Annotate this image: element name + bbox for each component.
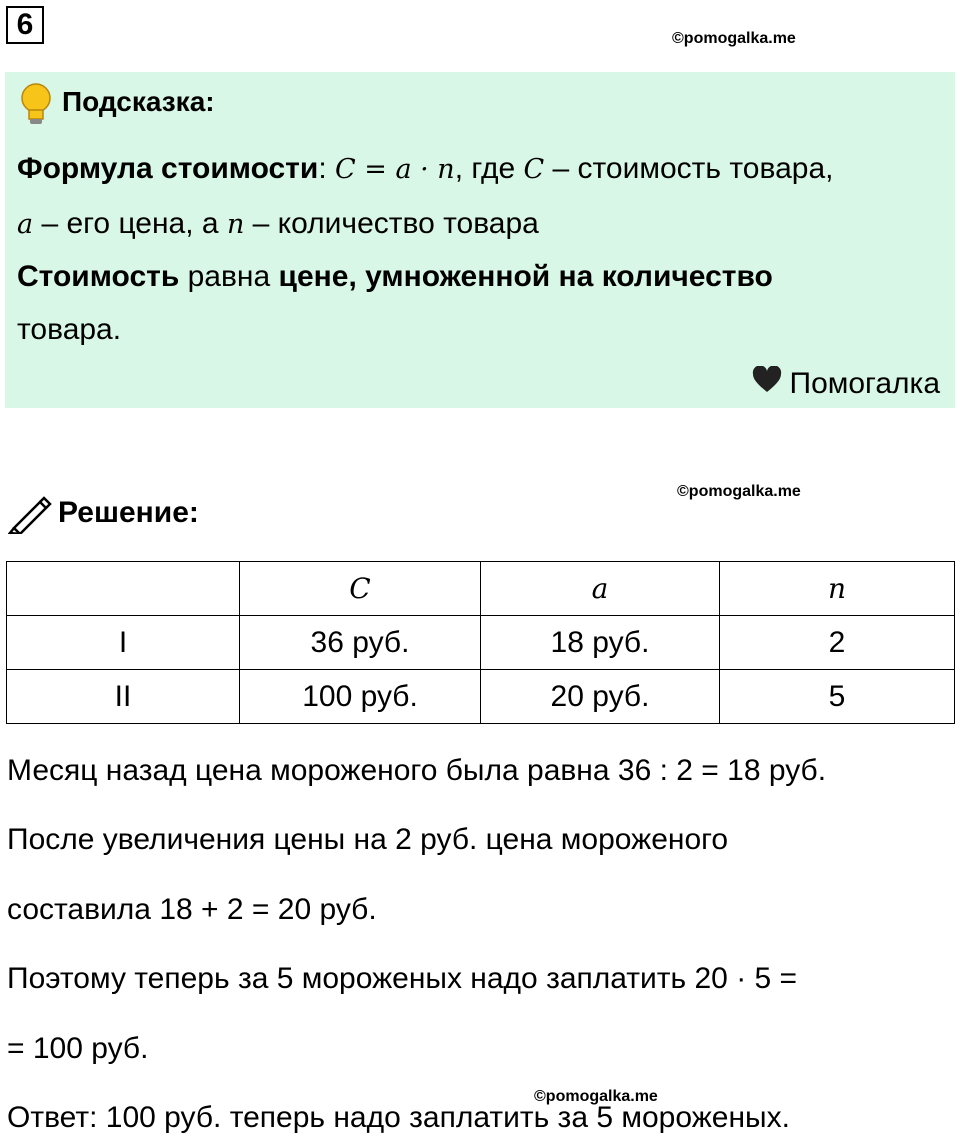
solution-line-2: После увеличения цены на 2 руб. цена мороженого [7, 823, 729, 856]
def-a: – его цена, а [33, 207, 227, 240]
var-n: n [226, 209, 245, 240]
table-row [7, 670, 955, 724]
formula: C = a · n [335, 154, 455, 185]
table-row [7, 616, 955, 670]
heart-icon [752, 366, 782, 401]
task-number: 6 [6, 6, 44, 44]
solution-line-4: Поэтому теперь за 5 мороженых надо заплатить 20 · 5 = [7, 962, 798, 995]
table-cell: 5 [720, 670, 955, 724]
table-cell: 36 руб. [240, 616, 481, 670]
table-cell: 18 руб. [481, 616, 720, 670]
rule-line [17, 260, 773, 294]
table-header-a: a [481, 562, 720, 616]
solution-line-3: составила 18 + 2 = 20 руб. [7, 893, 377, 926]
solution-title: Решение: [58, 496, 199, 529]
rule-equals: равна [179, 260, 279, 293]
table-cell: II [7, 670, 240, 724]
formula-colon: : [318, 152, 327, 185]
data-table [6, 561, 955, 724]
formula-line [17, 152, 833, 186]
table-header-n: n [720, 562, 955, 616]
brand [752, 366, 941, 401]
var-c: C [523, 154, 545, 185]
rule-end: товара. [17, 313, 122, 346]
table-cell: I [7, 616, 240, 670]
rule-bold-cost: Стоимость [17, 260, 180, 293]
var-a: a [17, 209, 34, 240]
def-c: – стоимость товара, [544, 152, 834, 185]
table-header-c: C [240, 562, 481, 616]
brand-name: Помогалка [789, 366, 940, 400]
lightbulb-icon [18, 82, 54, 131]
table-cell: 100 руб. [240, 670, 481, 724]
watermark: ©pomogalka.me [672, 30, 796, 47]
watermark: ©pomogalka.me [677, 483, 801, 500]
table-cell: 2 [720, 616, 955, 670]
table-cell: 20 руб. [481, 670, 720, 724]
rule-bold-price: цене, умноженной на количество [278, 260, 773, 293]
hint-title: Подсказка: [62, 86, 215, 117]
table-cell [7, 562, 240, 616]
solution-line-1: Месяц назад цена мороженого была равна 36 : 2 = 18 руб. [7, 754, 827, 787]
watermark: ©pomogalka.me [534, 1088, 658, 1105]
table-header-row [7, 562, 955, 616]
formula-label: Формула стоимости [17, 152, 319, 185]
def-n: – количество товара [244, 207, 539, 240]
solution-line-5: = 100 руб. [7, 1032, 149, 1065]
definitions-line [17, 207, 539, 241]
formula-where: , где [454, 152, 524, 185]
answer-line: Ответ: 100 руб. теперь надо заплатить за 5 мороженых. [7, 1101, 790, 1134]
pencil-icon [8, 494, 52, 539]
